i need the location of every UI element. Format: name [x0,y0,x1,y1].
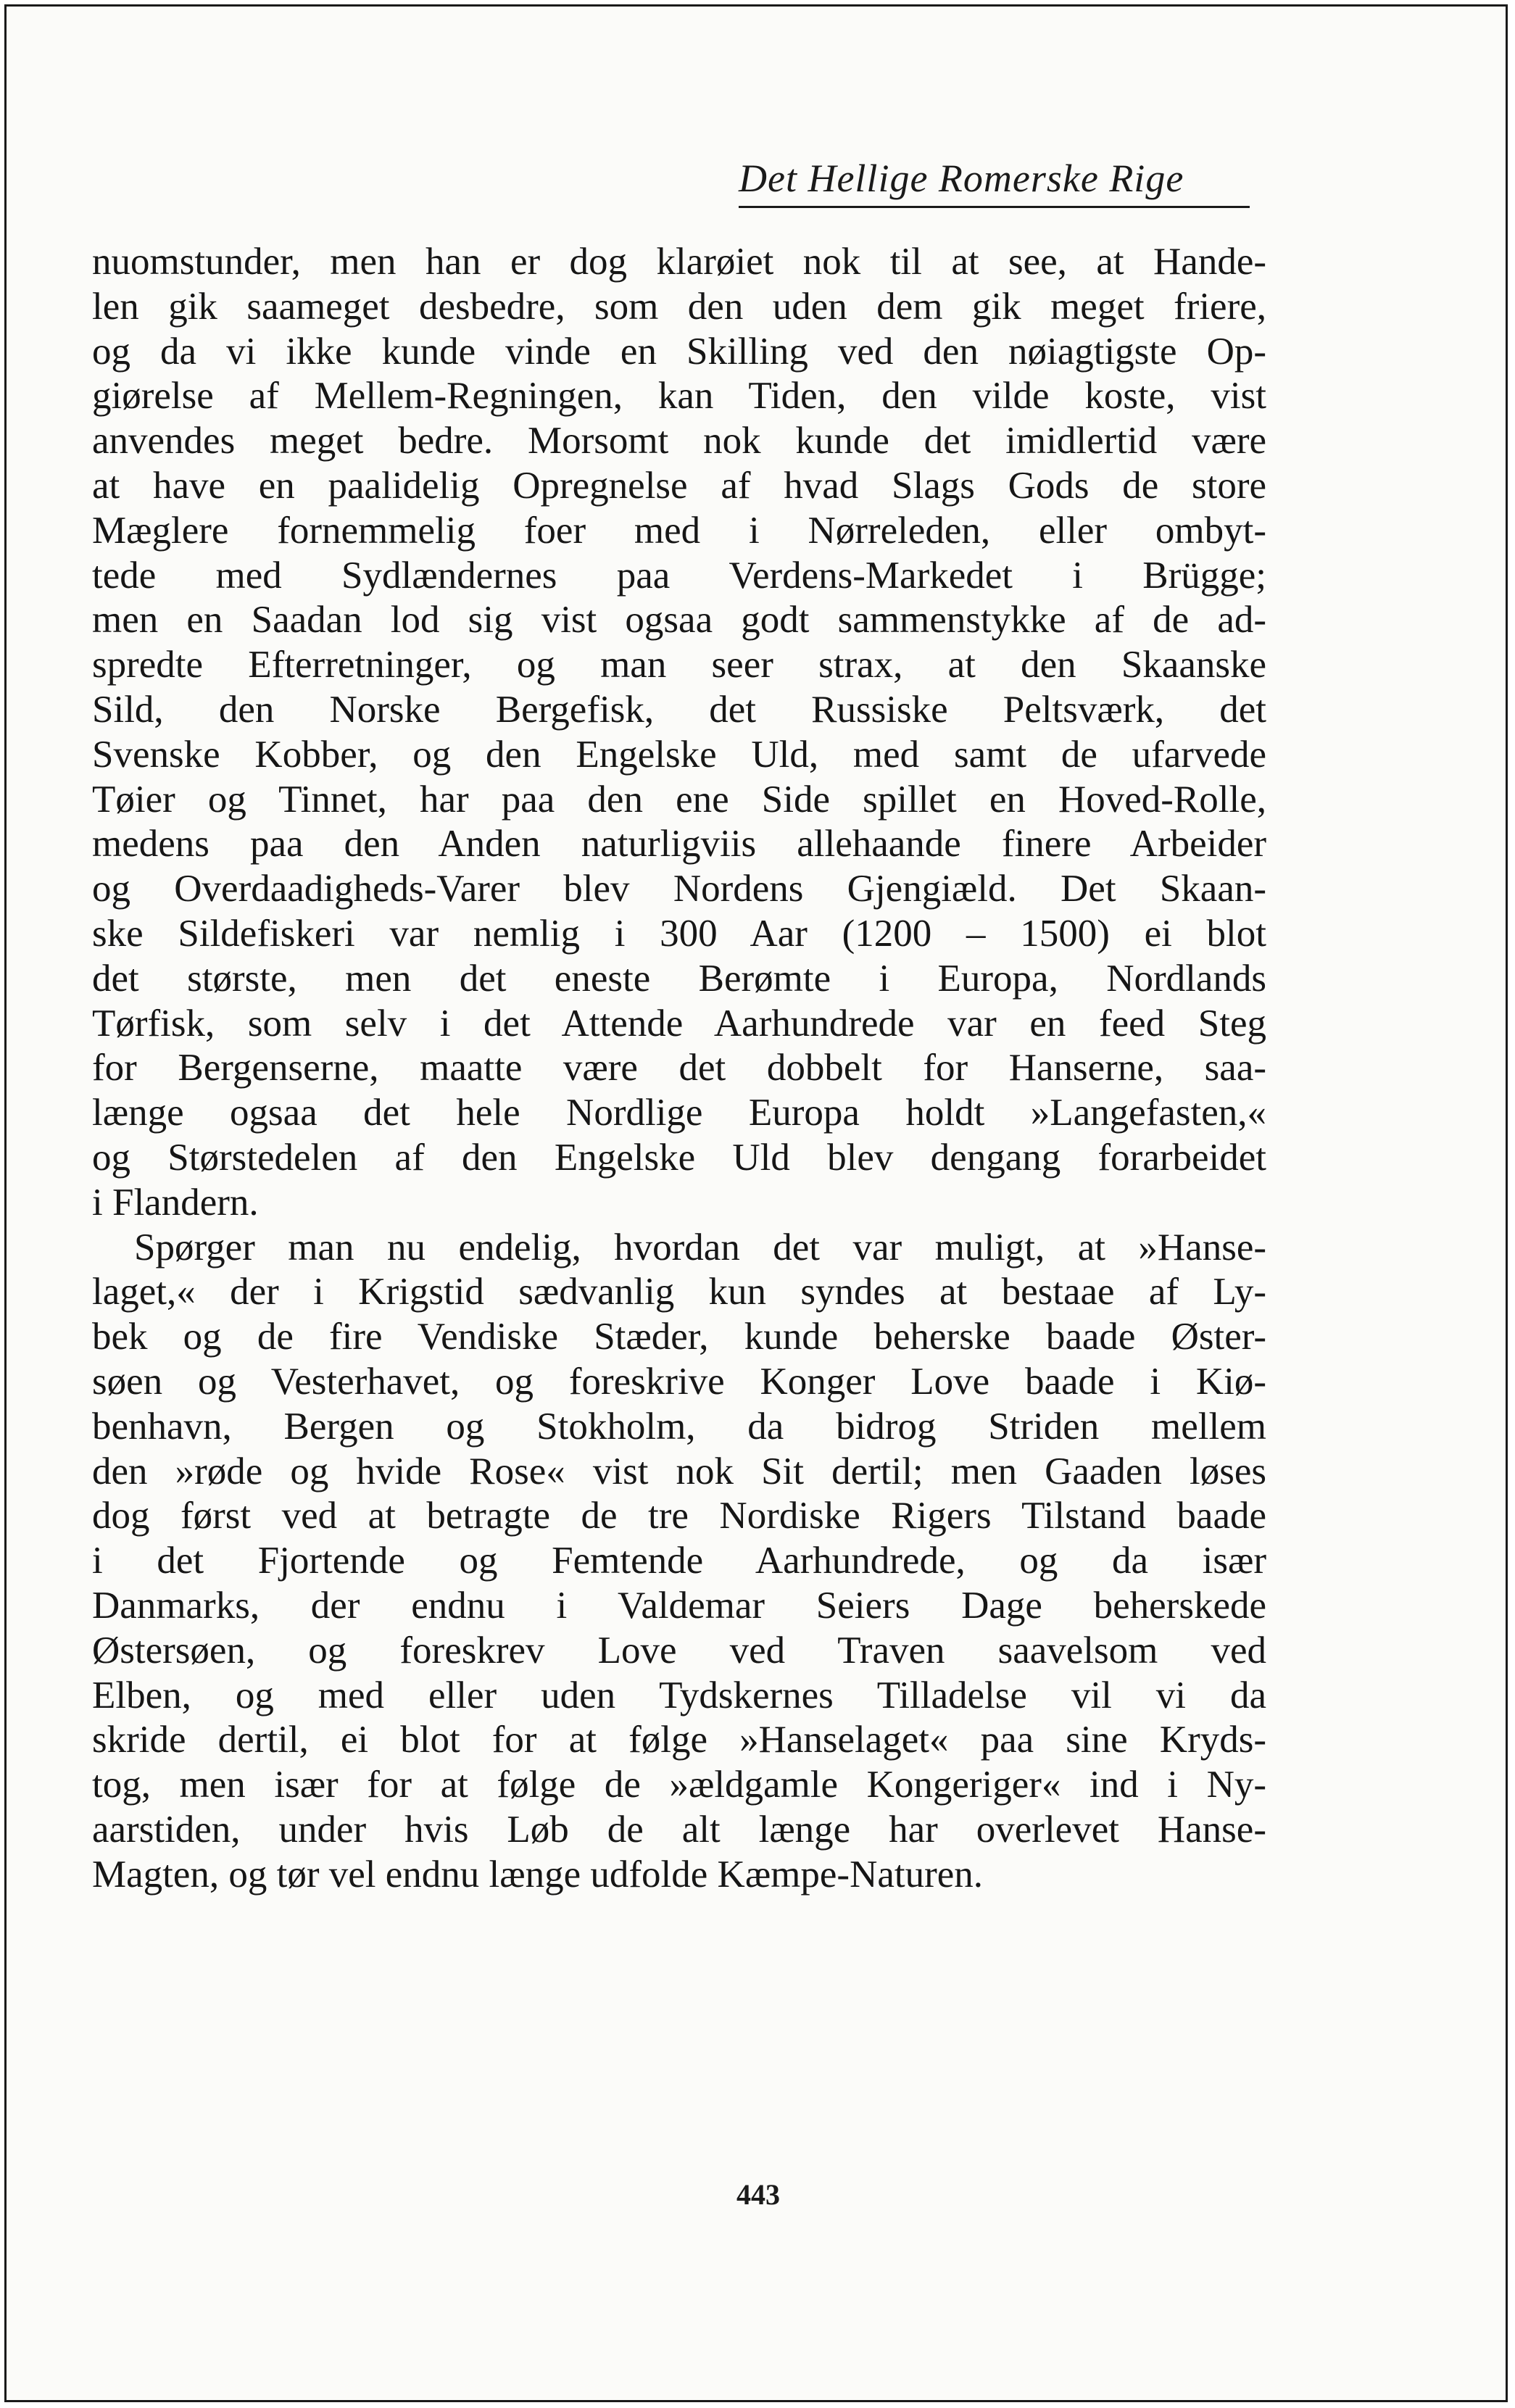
text-line: bek og de fire Vendiske Stæder, kunde beherske baade Øster- [92,1316,1266,1358]
text-line: Spørger man nu endelig, hvordan det var muligt, at »Hanse- [134,1226,1266,1269]
text-line: længe ogsaa det hele Nordlige Europa holdt »Langefasten,« [92,1092,1266,1134]
text-line: i Flandern. [92,1181,259,1224]
text-line: len gik saameget desbedre, som den uden dem gik meget friere, [92,285,1266,328]
text-line: ske Sildefiskeri var nemlig i 300 Aar (1200 – 1500) ei blot [92,912,1266,955]
text-line: dog først ved at betragte de tre Nordiske Rigers Tilstand baade [92,1495,1266,1537]
book-page [4,4,1508,2402]
text-line: Danmarks, der endnu i Valdemar Seiers Dage beherskede [92,1584,1266,1627]
running-head: Det Hellige Romerske Rige [739,157,1184,200]
text-line: Elben, og med eller uden Tydskernes Tilladelse vil vi da [92,1674,1266,1716]
text-line: og da vi ikke kunde vinde en Skilling ved den nøiagtigste Op- [92,330,1266,373]
text-line: nuomstunder, men han er dog klarøiet nok til at see, at Hande- [92,241,1266,283]
text-line: Sild, den Norske Bergefisk, det Russiske Peltsværk, det [92,688,1266,731]
text-line: tede med Sydlændernes paa Verdens-Markedet i Brügge; [92,554,1266,597]
text-line: Svenske Kobber, og den Engelske Uld, med samt de ufarvede [92,733,1266,776]
text-line: og Overdaadigheds-Varer blev Nordens Gjengiæld. Det Skaan- [92,868,1266,910]
text-line: tog, men især for at følge de »ældgamle Kongeriger« ind i Ny- [92,1764,1266,1806]
text-line: medens paa den Anden naturligviis allehaande finere Arbeider [92,823,1266,865]
body-text [92,240,1266,1897]
text-line: det største, men det eneste Berømte i Europa, Nordlands [92,957,1266,1000]
text-line: men en Saadan lod sig vist ogsaa godt sammenstykke af de ad- [92,599,1266,642]
text-line: Tørfisk, som selv i det Attende Aarhundrede var en feed Steg [92,1002,1266,1045]
text-line: benhavn, Bergen og Stokholm, da bidrog Striden mellem [92,1405,1266,1448]
text-line: spredte Efterretninger, og man seer strax, at den Skaanske [92,644,1266,686]
text-line: at have en paalidelig Opregnelse af hvad Slags Gods de store [92,464,1266,507]
text-line: Østersøen, og foreskrev Love ved Traven saavelsom ved [92,1629,1266,1672]
text-line: skride dertil, ei blot for at følge »Hanselaget« paa sine Kryds- [92,1719,1266,1761]
text-line: for Bergenserne, maatte være det dobbelt for Hanserne, saa- [92,1047,1266,1089]
text-line: Magten, og tør vel endnu længe udfolde Kæmpe-Naturen. [92,1853,984,1896]
running-head-rule [739,206,1250,208]
text-line: aarstiden, under hvis Løb de alt længe har overlevet Hanse- [92,1808,1266,1851]
text-line: den »røde og hvide Rose« vist nok Sit dertil; men Gaaden løses [92,1450,1266,1492]
text-line: Mæglere fornemmelig foer med i Nørreleden, eller ombyt- [92,509,1266,552]
text-line: anvendes meget bedre. Morsomt nok kunde det imidlertid være [92,420,1266,462]
text-line: Tøier og Tinnet, har paa den ene Side spillet en Hoved-Rolle, [92,778,1266,821]
text-line: giørelse af Mellem-Regningen, kan Tiden, den vilde koste, vist [92,375,1266,418]
text-line: laget,« der i Krigstid sædvanlig kun syndes at bestaae af Ly- [92,1271,1266,1313]
page-number: 443 [736,2178,780,2211]
text-line: og Størstedelen af den Engelske Uld blev dengang forarbeidet [92,1136,1266,1179]
text-line: i det Fjortende og Femtende Aarhundrede, og da især [92,1540,1266,1582]
text-line: søen og Vesterhavet, og foreskrive Konger Love baade i Kiø- [92,1360,1266,1403]
